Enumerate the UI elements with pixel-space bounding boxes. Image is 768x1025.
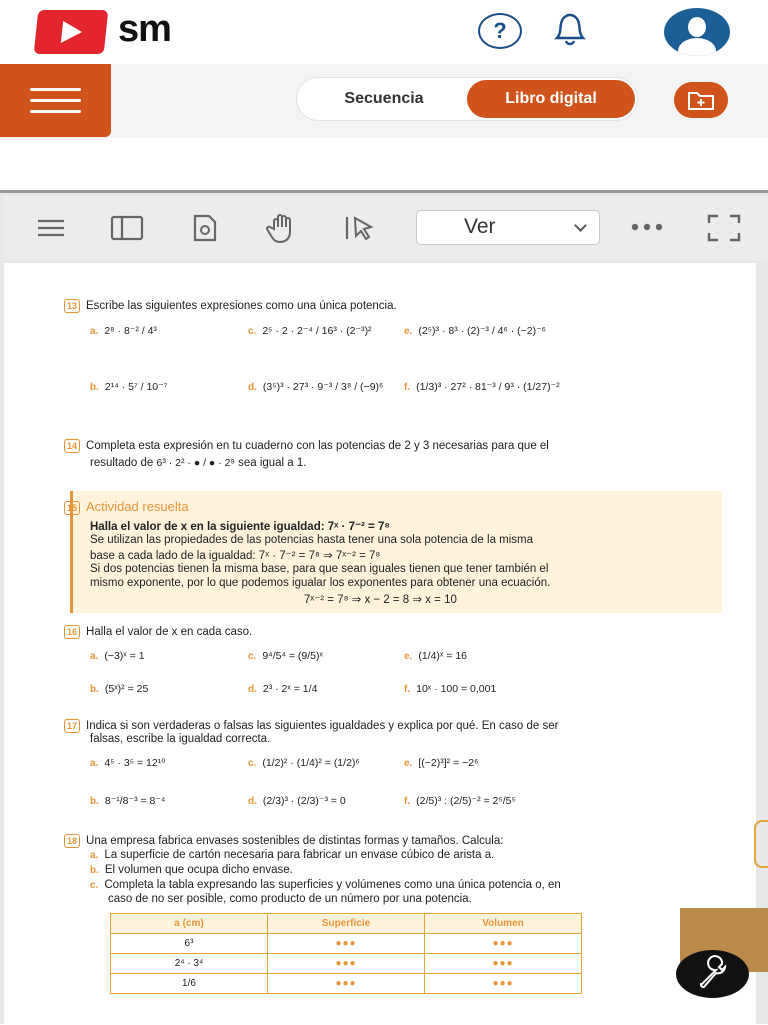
math-expression: (1/4)ˣ = 16 (418, 650, 468, 662)
column-header: Superficie (268, 914, 425, 934)
math-expression: 2¹⁴ · 5⁷ / 10⁻⁷ (104, 381, 168, 393)
item-letter: f. (404, 796, 411, 807)
math-expression: (1/3)³ · 27² · 81⁻³ / 9³ · (1/27)⁻² (416, 381, 560, 393)
exercise-15-p2: base a cada lado de la igualdad: 7ˣ · 7⁻² = 7⁸ ⇒ 7ˣ⁻² = 7⁸ (90, 550, 381, 562)
exercise-18c-line2: caso de no ser posible, como producto de un número por una potencia. (108, 893, 472, 905)
exercise-number: 13 (64, 299, 80, 313)
nav-bar (0, 64, 768, 138)
math-expression: 9⁴/5⁴ = (9/5)ˣ (262, 650, 323, 662)
exercise-17-title (64, 719, 558, 733)
exercise-17f (404, 795, 516, 807)
item-letter: e. (404, 651, 413, 662)
table-header-row (111, 914, 582, 934)
item-letter: f. (404, 684, 411, 695)
table-cell: ●●● (268, 974, 425, 994)
exercise-16c (248, 650, 323, 662)
add-folder-button[interactable] (674, 82, 728, 118)
exercise-17c (248, 757, 360, 769)
exercise-text: sea igual a 1. (238, 457, 307, 469)
exercise-16-title (64, 625, 252, 639)
exercise-15-title (64, 499, 189, 515)
exercise-number: 15 (64, 501, 80, 515)
exercise-number: 16 (64, 625, 80, 639)
item-letter: b. (90, 865, 99, 876)
hand-pan-icon[interactable] (266, 213, 302, 245)
exercise-16f (404, 683, 496, 695)
exercise-number: 18 (64, 834, 80, 848)
hamburger-menu-icon[interactable] (0, 64, 111, 137)
item-letter: c. (248, 326, 257, 337)
sidebar-icon[interactable] (110, 213, 144, 243)
item-letter: c. (248, 758, 257, 769)
exercise-17b (90, 795, 165, 807)
tab-libro-digital[interactable]: Libro digital (467, 80, 635, 118)
viewer-toolbar (4, 196, 768, 260)
exercise-13e (404, 325, 546, 337)
item-letter: c. (248, 651, 257, 662)
math-expression: 2³ · 2ˣ = 1/4 (262, 683, 318, 695)
view-select[interactable] (416, 210, 600, 245)
exercise-13f (404, 381, 560, 393)
table-cell: ●●● (425, 934, 582, 954)
exercise-16a (90, 650, 145, 662)
exercise-17-line2: falsas, escribe la igualdad correcta. (90, 733, 271, 745)
book-page (4, 263, 756, 1025)
table-row (111, 974, 582, 994)
document-viewer (0, 190, 768, 1024)
tab-secuencia[interactable]: Secuencia (344, 90, 424, 107)
exercise-text: Completa esta expresión en tu cuaderno con las potencias de 2 y 3 necesarias para que el (86, 440, 549, 452)
exercise-17a (90, 757, 165, 769)
item-letter: f. (404, 382, 411, 393)
page-edge-tab[interactable] (754, 820, 768, 868)
item-letter: e. (404, 758, 413, 769)
exercise-17d (248, 795, 346, 807)
item-letter: b. (90, 796, 99, 807)
exercise-13b (90, 381, 167, 393)
math-expression: (1/2)² · (1/4)² = (1/2)⁶ (262, 757, 360, 769)
view-select-label: Ver (464, 215, 496, 238)
exercise-text: Halla el valor de x en cada caso. (86, 626, 253, 638)
chevron-down-icon (574, 219, 587, 232)
exercise-18c (90, 879, 561, 891)
top-bar (0, 0, 768, 64)
table-row (111, 934, 582, 954)
tools-button[interactable] (676, 950, 749, 998)
fullscreen-icon[interactable] (706, 213, 742, 243)
column-header: Volumen (425, 914, 582, 934)
exercise-18-title (64, 834, 503, 848)
exercise-16e (404, 650, 467, 662)
item-letter: e. (404, 326, 413, 337)
math-expression: (2⁵)³ · 8³ · (2)⁻³ / 4⁶ · (−2)⁻⁶ (418, 325, 546, 337)
exercise-text: Una empresa fabrica envases sostenibles de distintas formas y tamaños. Calcula: (86, 835, 504, 847)
user-avatar[interactable] (664, 8, 730, 56)
exercise-text: La superficie de cartón necesaria para fabricar un envase cúbico de arista a. (104, 849, 495, 861)
data-table (110, 913, 582, 994)
exercise-14-title (64, 439, 549, 453)
exercise-text: Completa la tabla expresando las superficies y volúmenes como una única potencia o, en (104, 879, 561, 891)
item-letter: a. (90, 326, 99, 337)
math-expression: (2/5)³ : (2/5)⁻² = 2⁵/5⁵ (416, 795, 516, 807)
exercise-18a (90, 849, 494, 861)
exercise-15-question: Halla el valor de x en la siguiente igualdad: 7ˣ · 7⁻² = 7⁸ (90, 521, 390, 533)
exercise-text: resultado de (90, 457, 154, 469)
exercise-13a (90, 325, 157, 337)
table-cell: ●●● (268, 934, 425, 954)
column-header: a (cm) (111, 914, 268, 934)
table-cell: ●●● (425, 954, 582, 974)
exercise-14-line2 (90, 457, 307, 469)
table-row (111, 954, 582, 974)
exercise-17e (404, 757, 478, 769)
math-expression: (5ˣ)² = 25 (104, 683, 149, 695)
math-expression: 10ˣ · 100 = 0,001 (416, 683, 497, 695)
exercise-text: Indica si son verdaderas o falsas las siguientes igualdades y explica por qué. En caso de ser (86, 720, 559, 732)
help-icon[interactable]: ? (478, 13, 522, 49)
exercise-15-p1: Se utilizan las propiedades de las potencias hasta tener una sola potencia de la misma (90, 534, 534, 546)
exercise-16d (248, 683, 317, 695)
item-letter: c. (90, 880, 99, 891)
wrench-icon (676, 950, 749, 998)
view-toggle (296, 77, 638, 121)
math-expression: 8⁻¹/8⁻³ = 8⁻⁴ (104, 795, 166, 807)
exercise-15-equation: 7ˣ⁻² = 7⁸ ⇒ x − 2 = 8 ⇒ x = 10 (304, 594, 457, 606)
math-expression: 4⁵ · 3⁵ = 12¹⁰ (104, 757, 166, 769)
more-options-icon[interactable] (629, 221, 665, 233)
table-cell: 2⁴ · 3⁴ (111, 954, 268, 974)
exercise-text: Escribe las siguientes expresiones como una única potencia. (86, 300, 397, 312)
item-letter: d. (248, 382, 257, 393)
exercise-number: 14 (64, 439, 80, 453)
page-settings-icon[interactable] (190, 213, 220, 243)
math-expression: 2⁵ · 2 · 2⁻⁴ / 16³ · (2⁻³)² (262, 325, 372, 337)
math-expression: [(−2)³]² = −2⁶ (418, 757, 479, 769)
activity-title: Actividad resuelta (86, 499, 189, 514)
math-expression: (2/3)³ · (2/3)⁻³ = 0 (262, 795, 346, 807)
play-logo-icon[interactable] (34, 10, 109, 54)
math-expression: 2⁸ · 8⁻² / 4³ (104, 325, 157, 337)
item-letter: a. (90, 651, 99, 662)
item-letter: b. (90, 382, 99, 393)
exercise-number: 17 (64, 719, 80, 733)
exercise-16b (90, 683, 148, 695)
item-letter: d. (248, 796, 257, 807)
table-cell: ●●● (425, 974, 582, 994)
item-letter: a. (90, 758, 99, 769)
math-expression: 6³ · 2² · ● / ● · 2⁸ (156, 457, 235, 469)
table-cell: 6³ (111, 934, 268, 954)
item-letter: a. (90, 850, 99, 861)
exercise-15-p4: mismo exponente, por lo que podemos igualar los exponentes para obtener una ecuación. (90, 577, 551, 589)
exercise-13-title (64, 299, 397, 313)
exercise-13d (248, 381, 383, 393)
item-letter: b. (90, 684, 99, 695)
bell-icon[interactable] (549, 12, 591, 48)
exercise-text: El volumen que ocupa dicho envase. (104, 864, 293, 876)
item-letter: d. (248, 684, 257, 695)
exercise-13c (248, 325, 372, 337)
table-cell: 1/6 (111, 974, 268, 994)
folder-plus-icon (674, 82, 728, 118)
list-icon[interactable] (36, 213, 66, 243)
brand-name: sm (118, 8, 171, 50)
select-cursor-icon[interactable] (344, 213, 380, 243)
table-cell: ●●● (268, 954, 425, 974)
math-expression: (−3)ˣ = 1 (104, 650, 145, 662)
math-expression: (3⁵)³ · 27³ · 9⁻³ / 3⁸ / (−9)⁶ (262, 381, 384, 393)
exercise-18b (90, 864, 293, 876)
exercise-15-p3: Si dos potencias tienen la misma base, para que sean iguales tienen que tener también el (90, 563, 549, 575)
